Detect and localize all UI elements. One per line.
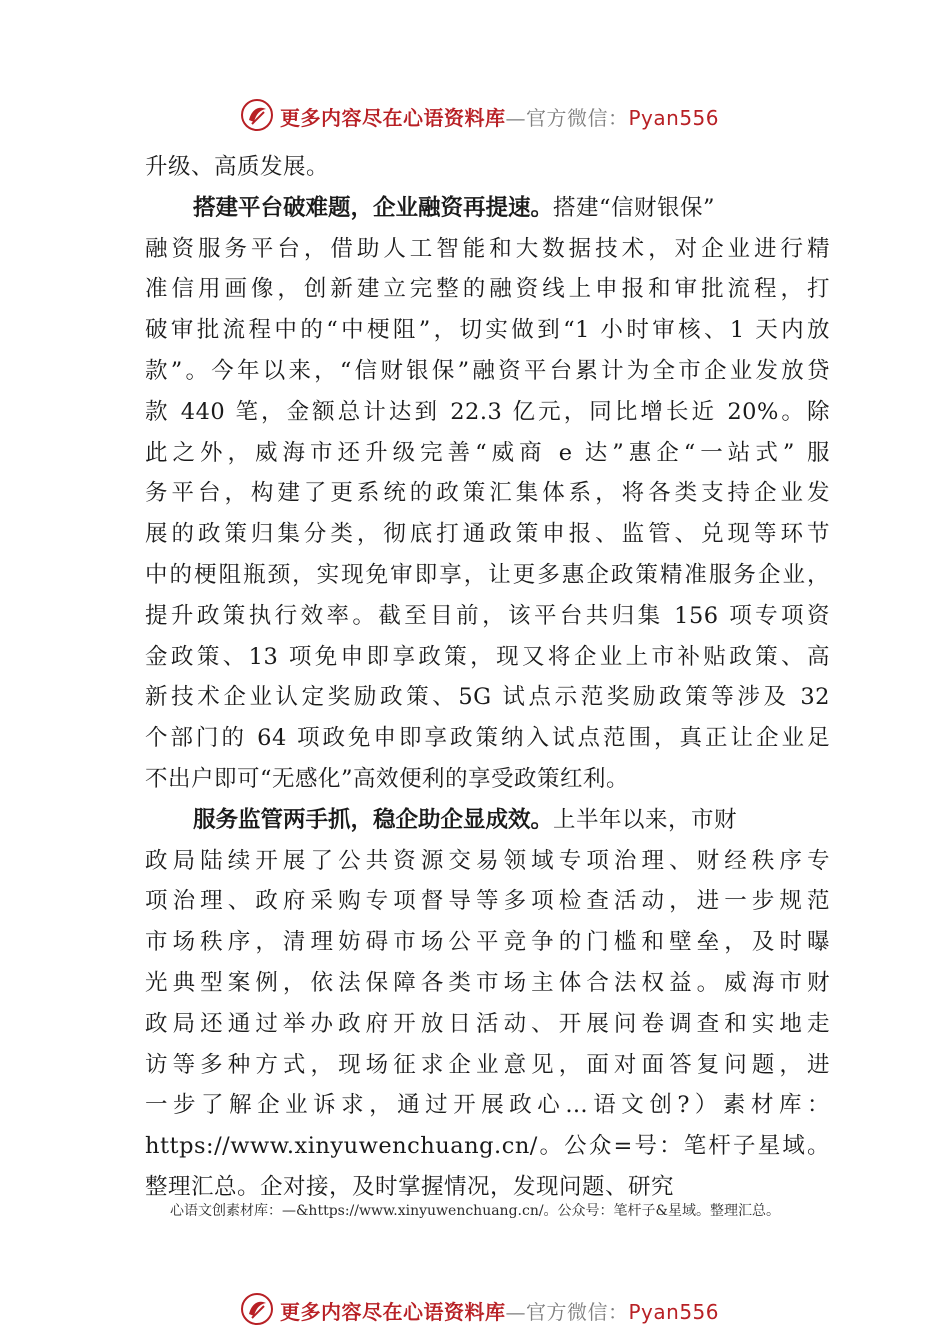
paragraph-line: 市场秩序，清理妨碍市场公平竞争的门槛和壁垒，及时曝 <box>145 929 830 956</box>
banner-title: 更多内容尽在心语资料库 <box>280 1300 506 1324</box>
brand-logo-icon <box>240 98 274 132</box>
banner-text <box>280 1296 719 1325</box>
banner-wechat-label: —官方微信： <box>505 1300 629 1324</box>
section-heading: 服务监管两手抓，稳企助企显成效。 <box>193 806 554 833</box>
paragraph-line: 新技术企业认定奖励政策、5G 试点示范奖励政策等涉及 32 <box>145 684 830 711</box>
paragraph-line: 整理汇总。企对接，及时掌握情况，发现问题、研究 <box>145 1173 675 1200</box>
paragraph-line: 融资服务平台，借助人工智能和大数据技术，对企业进行精 <box>145 235 830 262</box>
paragraph-lead-line <box>145 188 830 229</box>
paragraph-line: 项治理、政府采购专项督导等多项检查活动，进一步规范 <box>145 888 830 915</box>
banner-wechat-handle: Pyan556 <box>628 1300 720 1324</box>
paragraph-line: 准信用画像，创新建立完整的融资线上申报和审批流程，打 <box>145 276 830 303</box>
paragraph-line: 展的政策归集分类，彻底打通政策申报、监管、兑现等环节 <box>145 521 830 548</box>
banner-text <box>280 102 719 131</box>
footer-banner <box>0 1290 950 1330</box>
paragraph-line: 搭建“信财银保” <box>553 194 716 221</box>
section-heading: 搭建平台破难题，企业融资再提速。 <box>193 194 554 221</box>
paragraph-line: 政局还通过举办政府开放日活动、开展问卷调查和实地走 <box>145 1010 830 1037</box>
banner-wechat-label: —官方微信： <box>505 106 629 130</box>
paragraph-line: 上半年以来，市财 <box>553 806 738 833</box>
paragraph-line: https://www.xinyuwenchuang.cn/。公众=号：笔杆子星域。 <box>145 1133 830 1160</box>
paragraph-line: 升级、高质发展。 <box>145 154 330 180</box>
brand-logo-icon <box>240 1292 274 1326</box>
paragraph-line: 访等多种方式，现场征求企业意见，面对面答复问题，进 <box>145 1051 830 1078</box>
header-banner <box>0 96 950 136</box>
banner-title: 更多内容尽在心语资料库 <box>280 106 506 130</box>
paragraph-line: 破审批流程中的“中梗阻”，切实做到“1 小时审核、1 天内放 <box>145 317 830 344</box>
paragraph-line: 金政策、13 项免申即享政策，现又将企业上市补贴政策、高 <box>145 643 830 670</box>
paragraph-line: 光典型案例，依法保障各类市场主体合法权益。威海市财 <box>145 969 830 996</box>
banner-wechat-handle: Pyan556 <box>628 106 720 130</box>
paragraph-line: 提升政策执行效率。截至目前，该平台共归集 156 项专项资 <box>145 602 830 629</box>
footer-note: 心语文创素材库：—&https://www.xinyuwenchuang.cn/。公众号：笔杆子&星域。整理汇总。 <box>169 1203 781 1219</box>
paragraph-line: 款 440 笔，金额总计达到 22.3 亿元，同比增长近 20%。除 <box>145 398 830 425</box>
paragraph-line: 个部门的 64 项政免申即享政策纳入试点范围，真正让企业足 <box>145 725 830 752</box>
paragraph-line: 款”。今年以来，“信财银保”融资平台累计为全市企业发放贷 <box>145 357 830 384</box>
paragraph-lead-line <box>145 800 830 841</box>
paragraph-line: 政局陆续开展了公共资源交易领域专项治理、财经秩序专 <box>145 847 830 874</box>
paragraph-line: 一步了解企业诉求，通过开展政心…语文创?）素材库： <box>145 1092 830 1119</box>
paragraph-line: 不出户即可“无感化”高效便利的享受政策红利。 <box>145 765 630 792</box>
paragraph-line: 务平台，构建了更系统的政策汇集体系，将各类支持企业发 <box>145 480 830 507</box>
paragraph-line: 中的梗阻瓶颈，实现免审即享，让更多惠企政策精准服务企业， <box>145 561 830 588</box>
paragraph-line: 此之外，威海市还升级完善“威商 e 达”惠企“一站式” 服 <box>145 439 830 466</box>
article-body <box>145 147 830 1208</box>
